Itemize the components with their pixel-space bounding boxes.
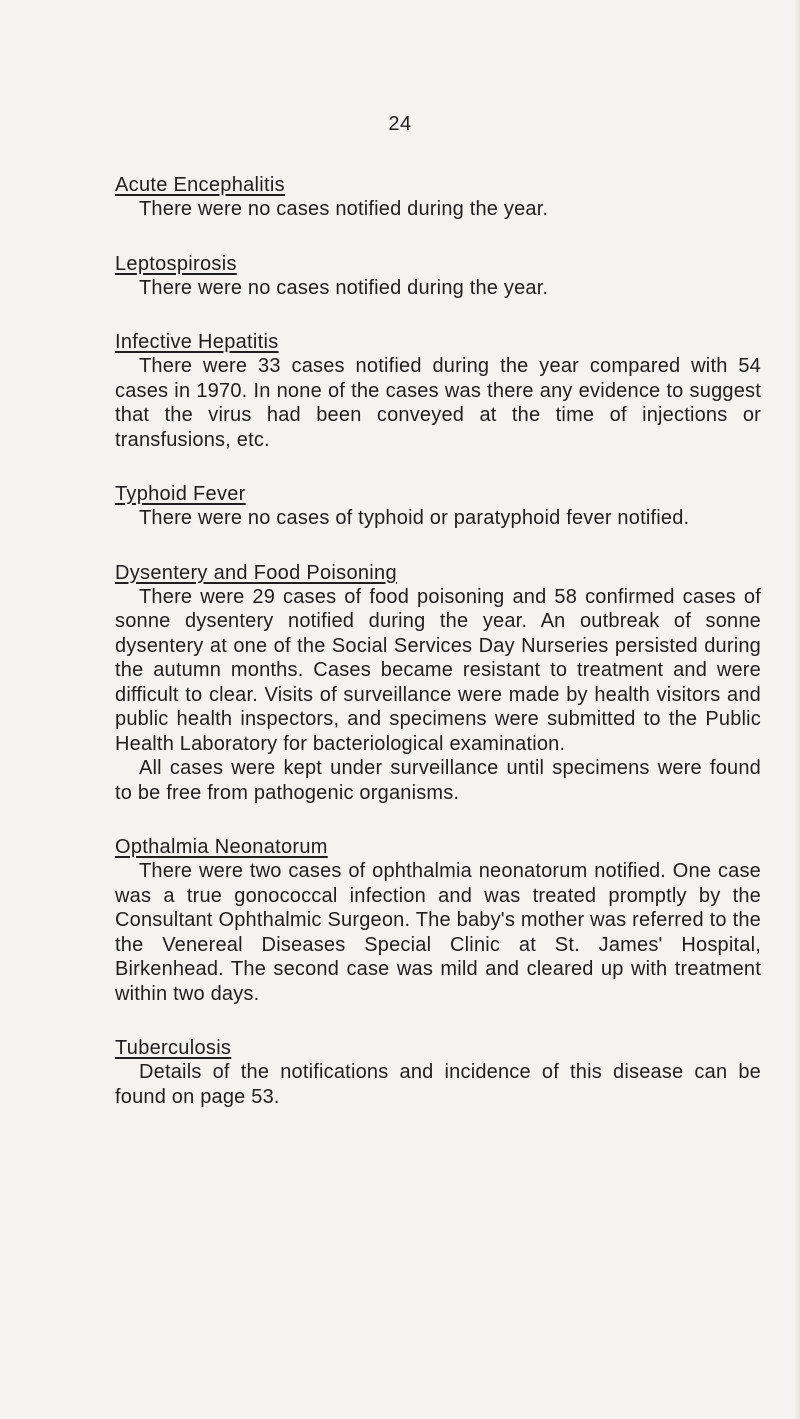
section-paragraph: There were 33 cases notified during the year compared with 54 cases in 1970. In none of the cases was there any evidence to suggest that the virus had been conveyed at the time of injections or transfusions, etc. [115,355,761,451]
section-opthalmia-neonatorum [115,836,761,1006]
section-heading: Typhoid Fever [115,483,246,505]
section-paragraph: There were no cases notified during the year. [139,198,549,220]
page-edge-shadow [794,0,800,1419]
section-heading: Acute Encephalitis [115,174,285,196]
section-leptospirosis [115,253,761,301]
section-heading: Dysentery and Food Poisoning [115,561,397,584]
section-heading: Tuberculosis [115,1037,232,1059]
section-heading: Opthalmia Neonatorum [115,836,328,858]
section-paragraph: There were no cases notified during the year. [139,276,549,299]
section-infective-hepatitis [115,331,761,452]
section-paragraph: All cases were kept under surveillance until specimens were found to be free from pathogenic organisms. [115,757,761,804]
section-paragraph: Details of the notifications and incidence of this disease can be found on page 53. [115,1061,761,1108]
section-dysentery-food-poisoning [115,562,761,806]
section-heading: Infective Hepatitis [115,331,279,353]
page-number: 24 [388,113,412,135]
section-paragraph: There were 29 cases of food poisoning and 58 confirmed cases of sonne dysentery notified during the year. An outbreak of sonne dysentery at one of the Social Services Day Nurseries persisted during the autumn months. Cases became resistant to treatment and were difficult to clear. Visits of surveillance were made by health visitors and public health inspectors, and specimens were submitted to the Public Health Laboratory for bacteriological examination. [115,585,761,755]
section-heading: Leptospirosis [115,252,237,275]
section-acute-encephalitis [115,174,761,222]
section-paragraph: There were no cases of typhoid or paratyphoid fever notified. [139,507,690,529]
document-body [115,174,761,1140]
section-tuberculosis [115,1037,761,1109]
section-paragraph: There were two cases of ophthalmia neonatorum notified. One case was a true gonococcal infection and was treated promptly by the Consultant Ophthalmic Surgeon. The baby's mother was referred to the the Venereal Diseases Special Clinic at St. James' Hospital, Birkenhead. The second case was mild and cleared up with treatment within two days. [115,860,761,1005]
section-typhoid-fever [115,483,761,531]
